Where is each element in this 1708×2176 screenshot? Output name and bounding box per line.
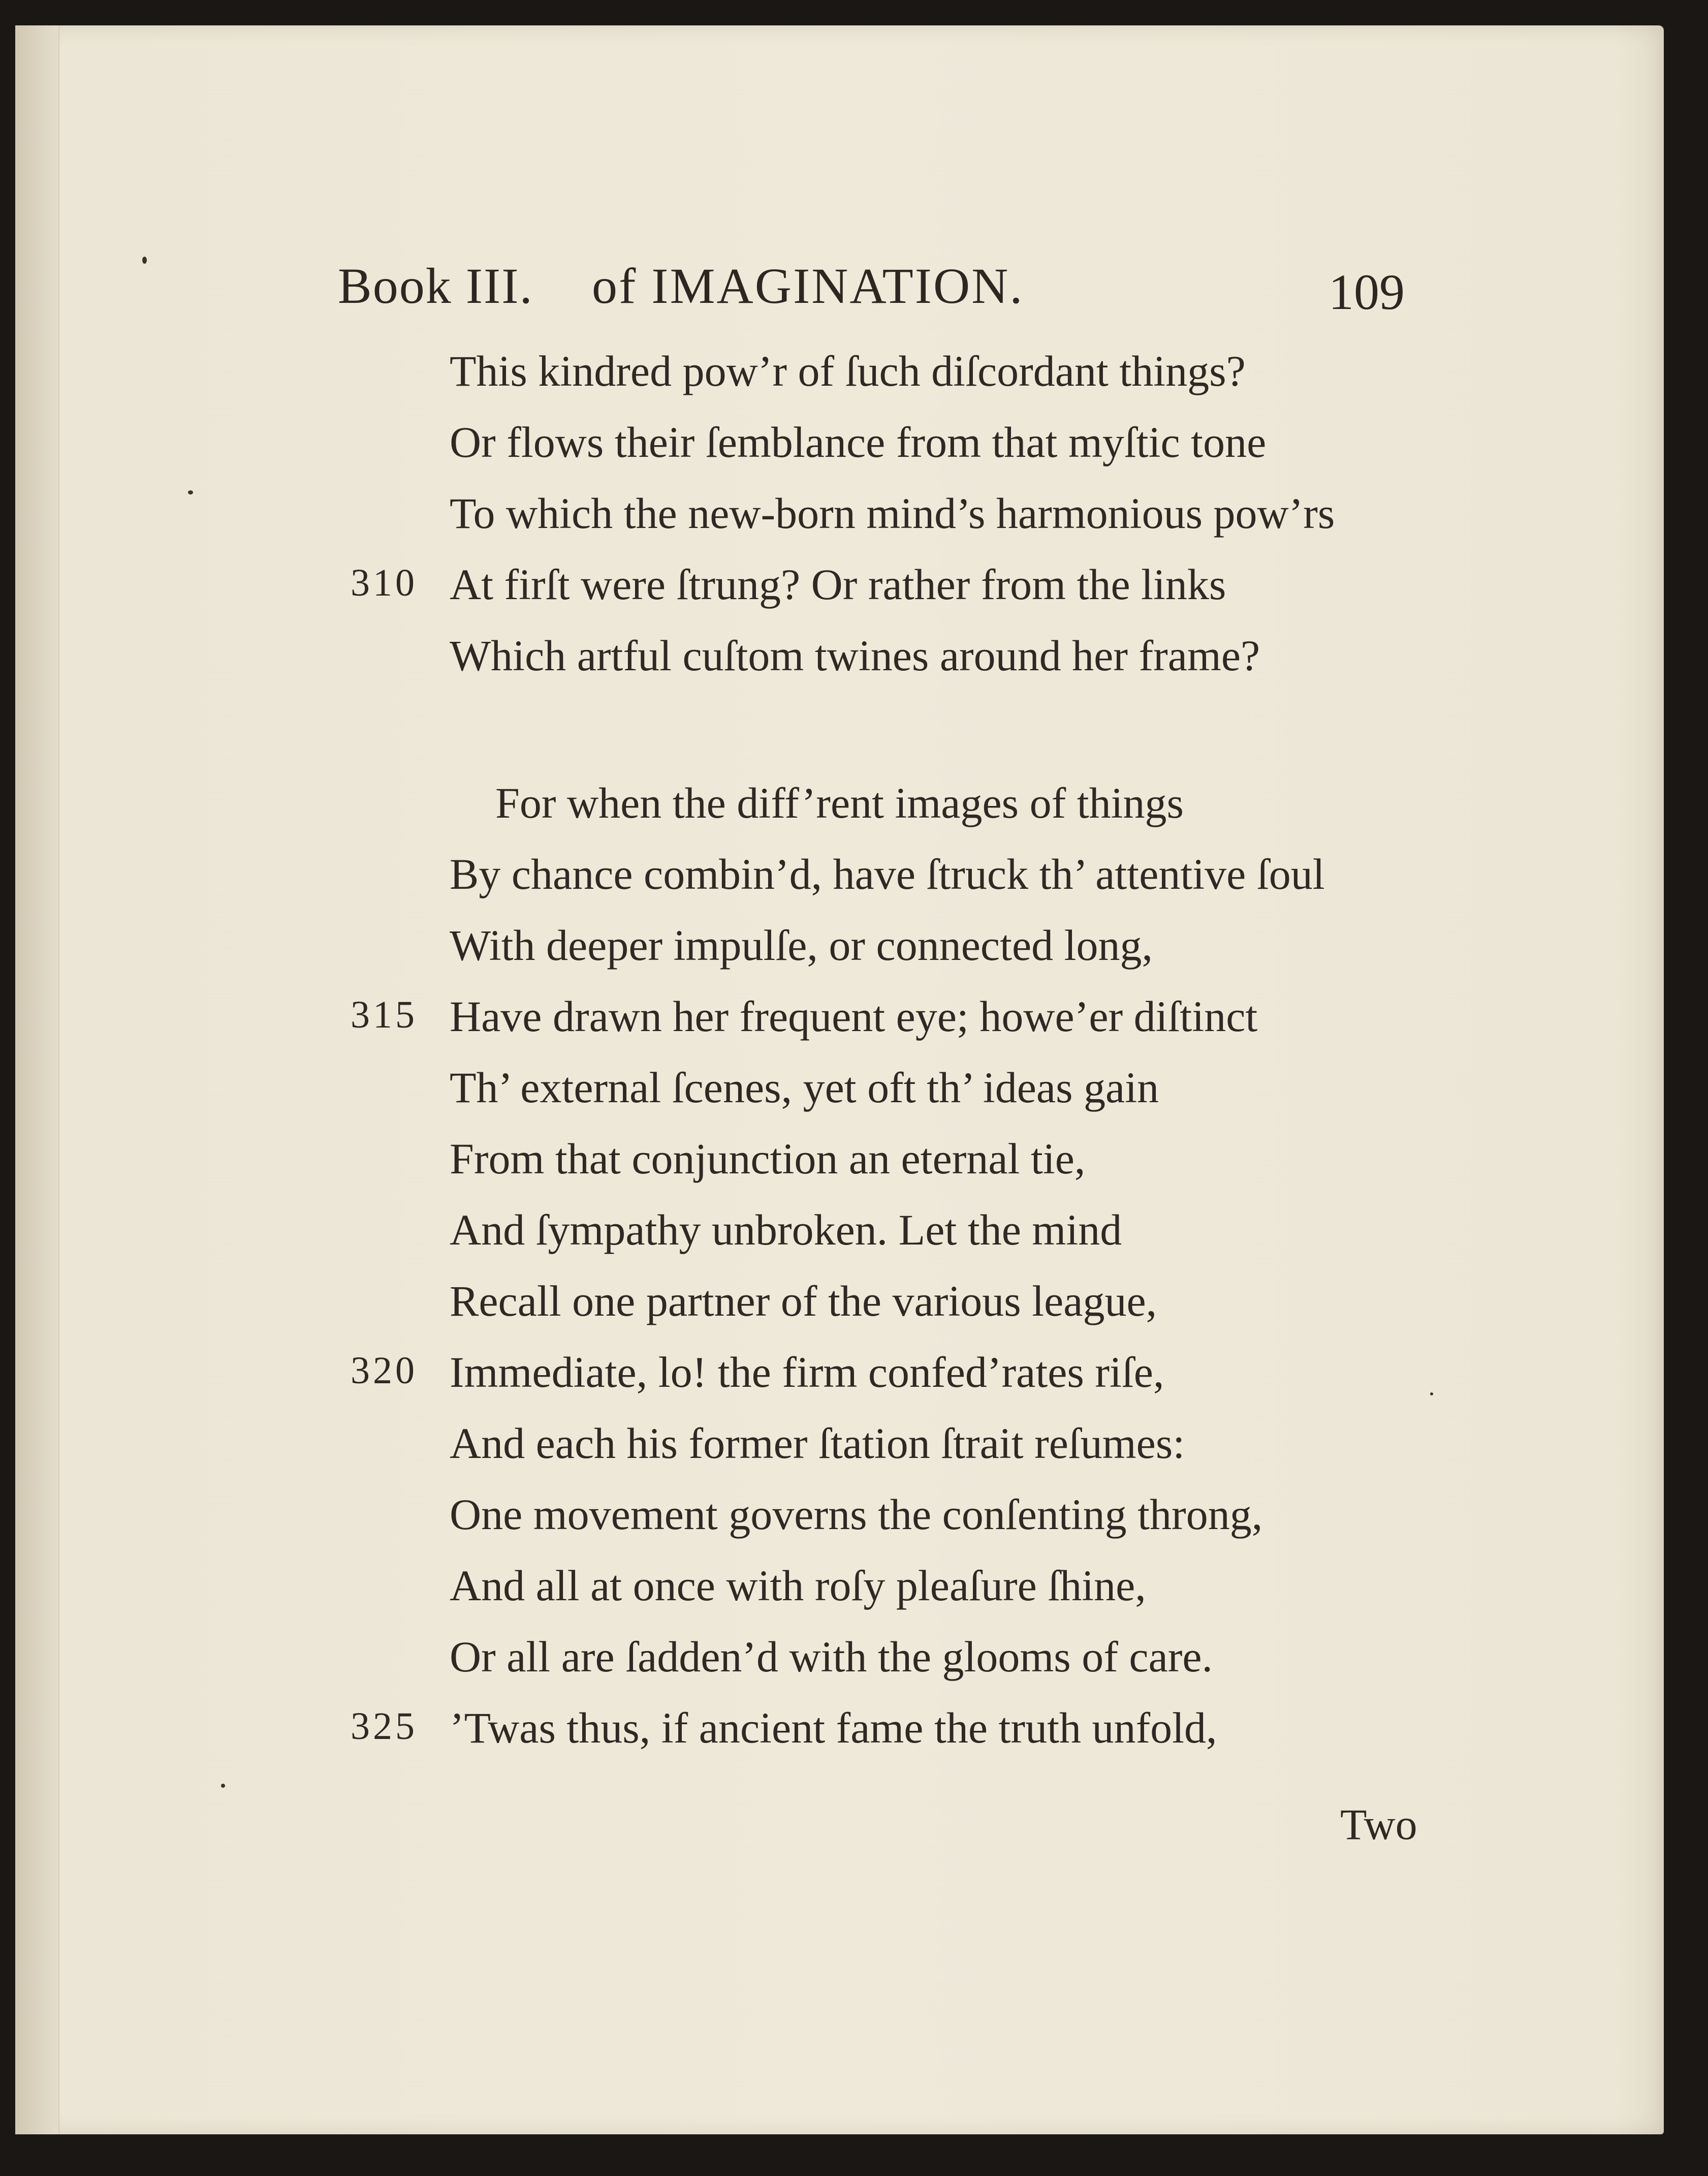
verse-line [15, 991, 1664, 1052]
verse-line [15, 1702, 1664, 1763]
line-text: And all at once with roſy pleaſure ſhine, [450, 1561, 1146, 1610]
verse-line [15, 488, 1664, 549]
running-header [15, 257, 1664, 338]
line-text: And each his former ſtation ſtrait reſumes: [450, 1419, 1185, 1468]
line-text: Recall one partner of the various league, [450, 1277, 1157, 1325]
ink-speck [1430, 1392, 1433, 1395]
verse-line [15, 1347, 1664, 1408]
line-text: Have drawn her frequent eye; howe’er diſtinct [450, 992, 1258, 1041]
line-number: 320 [351, 1349, 418, 1392]
verse-line [15, 417, 1664, 478]
verse-line [15, 1062, 1664, 1123]
verse-line [15, 1631, 1664, 1692]
verse-line [15, 1418, 1664, 1479]
line-text: From that conjunction an eternal tie, [450, 1134, 1086, 1183]
line-text: To which the new-born mind’s harmonious pow’rs [450, 489, 1335, 538]
line-text: Th’ external ſcenes, yet oft th’ ideas gain [450, 1063, 1159, 1112]
ink-speck [221, 1784, 225, 1788]
line-text: One movement governs the conſenting throng, [450, 1490, 1263, 1539]
verse-line [15, 1133, 1664, 1194]
verse-line [15, 1204, 1664, 1265]
verse-line [15, 1560, 1664, 1621]
verse-line [15, 346, 1664, 407]
catchword: Two [1340, 1800, 1417, 1849]
line-text: ’Twas thus, if ancient fame the truth unfold, [450, 1703, 1217, 1752]
verse-line [15, 1276, 1664, 1336]
line-text: For when the diff’rent images of things [495, 779, 1184, 827]
book-page [15, 25, 1664, 2134]
verse-line [15, 920, 1664, 981]
line-number: 310 [351, 562, 418, 604]
book-heading: Book III. [338, 258, 533, 314]
verse-line [15, 559, 1664, 620]
line-text: By chance combin’d, have ſtruck th’ attentive ſoul [450, 850, 1325, 898]
page-number: 109 [1329, 264, 1405, 320]
line-text: And ſympathy unbroken. Let the mind [450, 1205, 1122, 1254]
ink-speck [188, 490, 193, 494]
ink-speck [142, 257, 147, 264]
line-text: Or all are ſadden’d with the glooms of care. [450, 1632, 1213, 1681]
line-text: At firſt were ſtrung? Or rather from the links [450, 560, 1226, 609]
line-text: Which artful cuſtom twines around her frame? [450, 631, 1260, 680]
verse-line [15, 849, 1664, 910]
line-number: 325 [351, 1705, 418, 1748]
subject-heading: of IMAGINATION. [592, 258, 1024, 314]
verse-line [15, 778, 1664, 838]
line-number: 315 [351, 993, 418, 1036]
verse-line [15, 1489, 1664, 1550]
line-text: This kindred pow’r of ſuch diſcordant things? [450, 347, 1246, 395]
line-text: Or flows their ſemblance from that myſtic tone [450, 418, 1267, 467]
line-text: Immediate, lo! the firm confed’rates riſe, [450, 1348, 1164, 1396]
line-text: With deeper impulſe, or connected long, [450, 921, 1153, 970]
verse-line [15, 630, 1664, 691]
